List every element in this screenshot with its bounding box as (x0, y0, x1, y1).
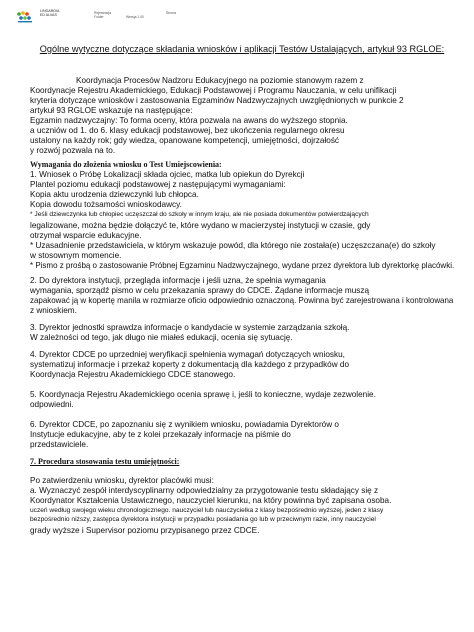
text-line: Kopia dowodu tożsamości wnioskodawcy. (30, 200, 182, 209)
text-line: Koordynator Kształcenia Ustawicznego, nauczyciel kierunku, na który powinna być zapisana osoba. (30, 496, 392, 505)
text-line: grady wyższe i Supervisor poziomu przypisanego przez CDCE. (30, 526, 260, 535)
header-col1-line-1: Rejestracja (94, 11, 111, 15)
text-line: 6. Dyrektor CDCE, po zapoznaniu się z wynikiem wniosku, powiadamia Dyrektorów o (30, 420, 339, 429)
text-line: Koordynacje Rejestru Akademickiego, Edukacji Podstawowej i Programu Nauczania, w celu unifikacji (30, 86, 397, 95)
text-line: z wnioskiem. (30, 306, 77, 315)
text-line: 3. Dyrektor jednostki sprawdza informacje o kandydacie w systemie zarządzania szkołą. (30, 323, 350, 332)
text-line: artykuł 93 RGLOE wskazuje na następujące: (30, 106, 193, 115)
text-line: Koordynacja Procesów Nadzoru Edukacyjnego na poziomie stanowym razem z (76, 76, 364, 85)
text-line: Po zatwierdzeniu wniosku, dyrektor placówki musi: (30, 476, 214, 485)
text-line: W zależności od tego, jak długo nie miałeś edukacji, ocenia się sytuację. (30, 333, 293, 342)
text-line: Kopia aktu urodzenia dziewczynki lub chłopca. (30, 190, 199, 199)
text-line: y rozwój pozwala na to. (30, 146, 116, 155)
text-line: Koordynacja Rejestru Akademickiego CDCE stanowego. (30, 370, 236, 379)
header-column-3: Strona (166, 11, 176, 15)
logo-text (40, 9, 59, 17)
text-line: legalizowane, można będzie dołączyć te, które wydano w macierzystej instytucji w czasie, gdy (30, 221, 371, 230)
section-heading: 7. Procedura stosowania testu umiejętności: (30, 457, 180, 466)
logo-text-line-1: LINGARDIA (40, 9, 60, 13)
text-line: wymagania, sporządź pismo w celu przekazania sprawy do CDCE. Żądane informacje muszą (30, 286, 370, 295)
text-line: 5. Koordynacja Rejestru Akademickiego ocenia sprawę i, jeśli to konieczne, wydaje zezwolenie. (30, 390, 376, 399)
text-line: Egzamin nadzwyczajny: To forma oceny, która pozwala na awans do wyższego stopnia. (30, 116, 348, 125)
header-column-1 (94, 11, 111, 19)
text-line: a. Wyznaczyć zespół interdyscyplinarny odpowiedzialny za przygotowanie testu składający się z (30, 486, 379, 495)
text-line: 2. Do dyrektora instytucji, przegląda informacje i jeśli uzna, że spełnia wymagania (30, 276, 326, 285)
text-line: w stosownym momencie. (30, 251, 122, 260)
text-line: zapakować ją w kopertę manila w rozmiarze oficio odpowiednio oznaczoną. Powinna być zarejestrowana i kontrolowana (30, 296, 454, 305)
text-line: * Pismo z prośbą o zastosowanie Próbnej Egzaminu Nadzwyczajnego, wydane przez dyrektora lub dyrektorkę placówki. (30, 261, 455, 270)
header-column-2: Wersja 1.00 (126, 15, 145, 19)
logo-text-line-2: ED ALVAS (40, 13, 57, 18)
text-line: * Jeśli dziewczynka lub chłopiec uczęszczał do szkoły w innym kraju, ale nie posiada dokumentów potwierdzających (30, 211, 369, 218)
text-line: Instytucje edukacyjne, aby te z kolei przekazały informacje na piśmie do (30, 430, 291, 439)
text-line: bezpośrednio niższy, zastępca dyrektora instytucji w przypadku posiadania go lub w przeciwnym razie, inny nauczyciel (30, 516, 376, 523)
text-line: otrzymał wsparcie edukacyjne. (30, 231, 142, 240)
section-heading: Wymagania do złożenia wniosku o Test Umiejscowienia: (30, 160, 222, 169)
text-line: systematizuj informacje i przekaż koperty z dokumentacją dla każdego z przypadków do (30, 360, 350, 369)
text-line: przedstawiciele. (30, 440, 89, 449)
text-line: odpowiedni. (30, 400, 74, 409)
text-line: kryteria dotyczące wniosków i zastosowania Egzaminów Nadzwyczajnych uwzględnionych w punkcie 2 (30, 96, 404, 105)
document-title: Ogólne wytyczne dotyczące składania wniosków i aplikacji Testów Ustalających, artykuł 93 RGLOE: (39, 44, 445, 54)
text-line: ustalony na każdy rok; gdy wiedza, opanowane kompetencji, umiejętności, dojrzałość (30, 136, 340, 145)
header-col1-line-2: Folder (94, 15, 104, 20)
page-header (16, 8, 458, 28)
text-line: a uczniów od 1. do 6. klasy edukacji podstawowej, bez ukończenia regularnego okresu (30, 126, 345, 135)
text-line: 1. Wniosek o Próbę Lokalizacji składa ojciec, matka lub opiekun do Dyrekcji (30, 170, 305, 179)
text-line: Plantel poziomu edukacji podstawowej z następującymi wymaganiami: (30, 180, 286, 189)
institution-logo-icon (16, 10, 36, 24)
text-line: 4. Dyrektor CDCE po uprzedniej weryfikacji spełnienia wymagań dotyczących wniosku, (30, 350, 345, 359)
text-line: uczeń według swojego wieku chronologicznego. nauczyciel lub nauczycielka z klasy bezpośrednio wyższej, jeden z klasy (30, 507, 384, 514)
text-line: * Uzasadnienie przedstawiciela, w którym wskazuje powód, dla którego nie została(e) uczęszczana(e) do szkoły (30, 241, 436, 250)
